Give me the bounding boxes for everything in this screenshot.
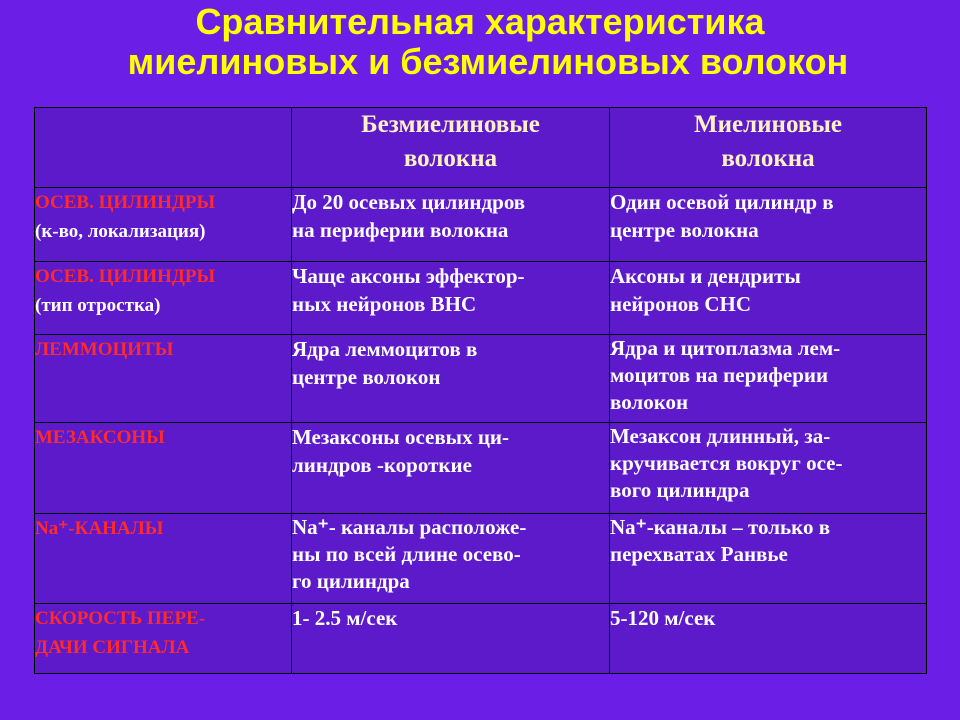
table-row [35,188,927,262]
row-label-signal-speed [35,604,292,674]
row-label-text: МЕЗАКСОНЫ [35,427,165,448]
cell-unmyelinated: 1- 2.5 м/сек [292,604,610,674]
row-label-subtext: (тип отростка) [35,295,161,316]
slide-title-line-2: миелиновых и безмиелиновых волокон [127,41,849,82]
header-unmyelinated [292,108,610,188]
table-row [35,335,927,423]
row-label-lemmocytes [35,335,292,423]
comparison-table [34,107,927,674]
header-myelinated [610,108,927,188]
row-label-text: Na⁺-КАНАЛЫ [35,518,164,539]
cell-myelinated: Один осевой цилиндр в центре волокна [610,188,927,262]
slide-title-line-1: Сравнительная характеристика [195,1,765,42]
cell-unmyelinated: До 20 осевых цилиндров на периферии волокна [292,188,610,262]
cell-myelinated: Ядра и цитоплазма лем- моцитов на периферии волокон [610,335,927,423]
slide-title [0,2,960,82]
cell-myelinated: Na⁺-каналы – только в перехватах Ранвье [610,514,927,604]
row-label-na-channels [35,514,292,604]
row-label-text: СКОРОСТЬ ПЕРЕ- ДАЧИ СИГНАЛА [35,608,206,658]
table-header-row [35,108,927,188]
cell-myelinated: Аксоны и дендриты нейронов СНС [610,262,927,335]
row-label-axial-cylinders-type [35,262,292,335]
cell-unmyelinated: Ядра леммоцитов в центре волокон [292,335,610,423]
row-label-axial-cylinders-count [35,188,292,262]
row-label-mesaxons [35,423,292,514]
cell-myelinated: 5-120 м/сек [610,604,927,674]
cell-myelinated: Мезаксон длинный, за- кручивается вокруг осе- вого цилиндра [610,423,927,514]
cell-unmyelinated: Na⁺- каналы расположе- ны по всей длине осево- го цилиндра [292,514,610,604]
table-row [35,262,927,335]
header-unmyelinated-label: Безмиелиновые волокна [361,111,540,172]
row-label-text: ОСЕВ. ЦИЛИНДРЫ [35,266,216,287]
table-row [35,423,927,514]
row-label-text: ОСЕВ. ЦИЛИНДРЫ [35,192,216,213]
table-row [35,514,927,604]
cell-unmyelinated: Мезаксоны осевых ци- линдров -короткие [292,423,610,514]
row-label-subtext: (к-во, локализация) [35,221,206,242]
table-row [35,604,927,674]
cell-unmyelinated: Чаще аксоны эффектор- ных нейронов ВНС [292,262,610,335]
header-blank-cell [35,108,292,188]
row-label-text: ЛЕММОЦИТЫ [35,339,174,360]
header-myelinated-label: Миелиновые волокна [694,111,842,172]
